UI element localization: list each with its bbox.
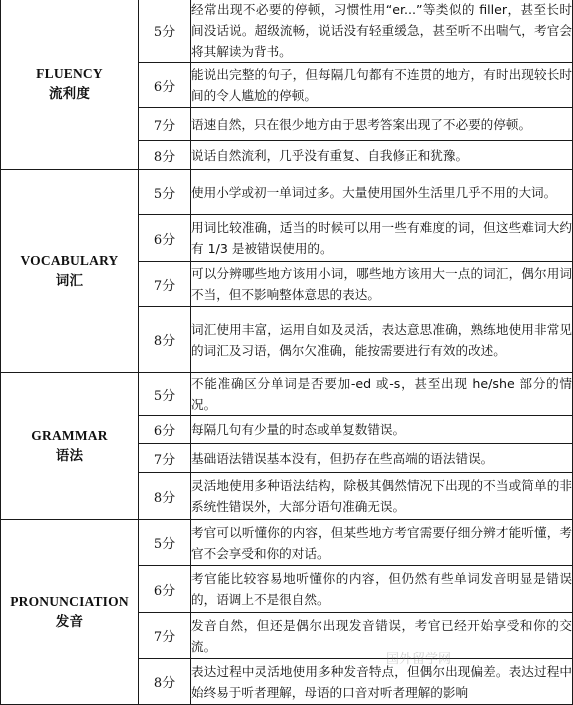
category-cell-grammar [1,373,139,520]
category-cell-fluency [1,0,139,170]
band-score: 6分 [139,63,191,108]
band-description: 考官能比较容易地听懂你的内容，但仍然有些单词发音明显是错误的，语调上不是很自然。 [191,566,573,613]
category-name-zh: 发音 [55,614,84,629]
category-cell-pronunciation [1,520,139,705]
band-description: 能说出完整的句子，但每隔几句都有不连贯的地方，有时出现较长时间的令人尴尬的停顿。 [191,63,573,108]
category-name-zh: 词汇 [55,273,84,288]
band-description: 不能准确区分单词是否要加-ed 或-s，甚至出现 he/she 部分的情况。 [191,373,573,416]
band-score: 6分 [139,416,191,444]
band-score: 7分 [139,444,191,473]
band-score: 8分 [139,141,191,170]
band-score: 5分 [139,520,191,566]
band-score: 7分 [139,613,191,659]
band-score: 6分 [139,566,191,613]
table-row [1,0,573,63]
band-score: 5分 [139,373,191,416]
band-description: 说话自然流利，几乎没有重复、自我修正和犹豫。 [191,141,573,170]
band-description: 使用小学或初一单词过多。大量使用国外生活里几乎不用的大词。 [191,170,573,215]
band-score: 5分 [139,170,191,215]
band-description: 可以分辨哪些地方该用小词，哪些地方该用大一点的词汇，偶尔用词不当，但不影响整体意思的表达。 [191,262,573,307]
category-name-en: PRONUNCIATION [10,594,129,609]
band-score: 7分 [139,108,191,141]
table-row [1,170,573,215]
band-description: 经常出现不必要的停顿，习惯性用“er...”等类似的 filler，甚至长时间没话说。超级流畅，说话没有轻重缓急，甚至听不出喘气，考官会将其解读为背书。 [191,0,573,63]
band-score: 5分 [139,0,191,63]
band-description: 灵活地使用多种语法结构，除极其偶然情况下出现的不当或简单的非系统性错误外，大部分语句准确无误。 [191,473,573,520]
band-description: 基础语法错误基本没有，但扔存在些高端的语法错误。 [191,444,573,473]
band-description: 每隔几句有少量的时态或单复数错误。 [191,416,573,444]
band-score: 8分 [139,307,191,373]
band-score: 6分 [139,215,191,262]
band-score: 8分 [139,473,191,520]
category-name-en: VOCABULARY [20,253,119,268]
band-description: 表达过程中灵活地使用多种发音特点，但偶尔出现偏差。表达过程中始终易于听者理解，母语的口音对听者理解的影响 [191,659,573,705]
category-name-en: GRAMMAR [31,428,108,443]
table-row [1,373,573,416]
watermark: 国外留学网 [386,652,452,667]
band-description: 语速自然，只在很少地方由于思考答案出现了不必要的停顿。 [191,108,573,141]
band-description: 发音自然，但还是偶尔出现发音错误，考官已经开始享受和你的交流。 [191,613,573,659]
band-score: 8分 [139,659,191,705]
category-name-zh: 流利度 [48,85,91,101]
band-description: 考官可以听懂你的内容，但某些地方考官需要仔细分辨才能听懂，考官不会享受和你的对话。 [191,520,573,566]
table-row [1,520,573,566]
band-description: 词汇使用丰富，运用自如及灵活，表达意思准确，熟练地使用非常见的词汇及习语，偶尔欠准确，能按需要进行有效的改述。 [191,307,573,373]
band-description: 用词比较准确，适当的时候可以用一些有难度的词，但这些难词大约有 1/3 是被错误使用的。 [191,215,573,262]
category-name-zh: 语法 [55,448,84,463]
band-score: 7分 [139,262,191,307]
category-cell-vocabulary [1,170,139,373]
category-name-en: FLUENCY [36,65,103,81]
